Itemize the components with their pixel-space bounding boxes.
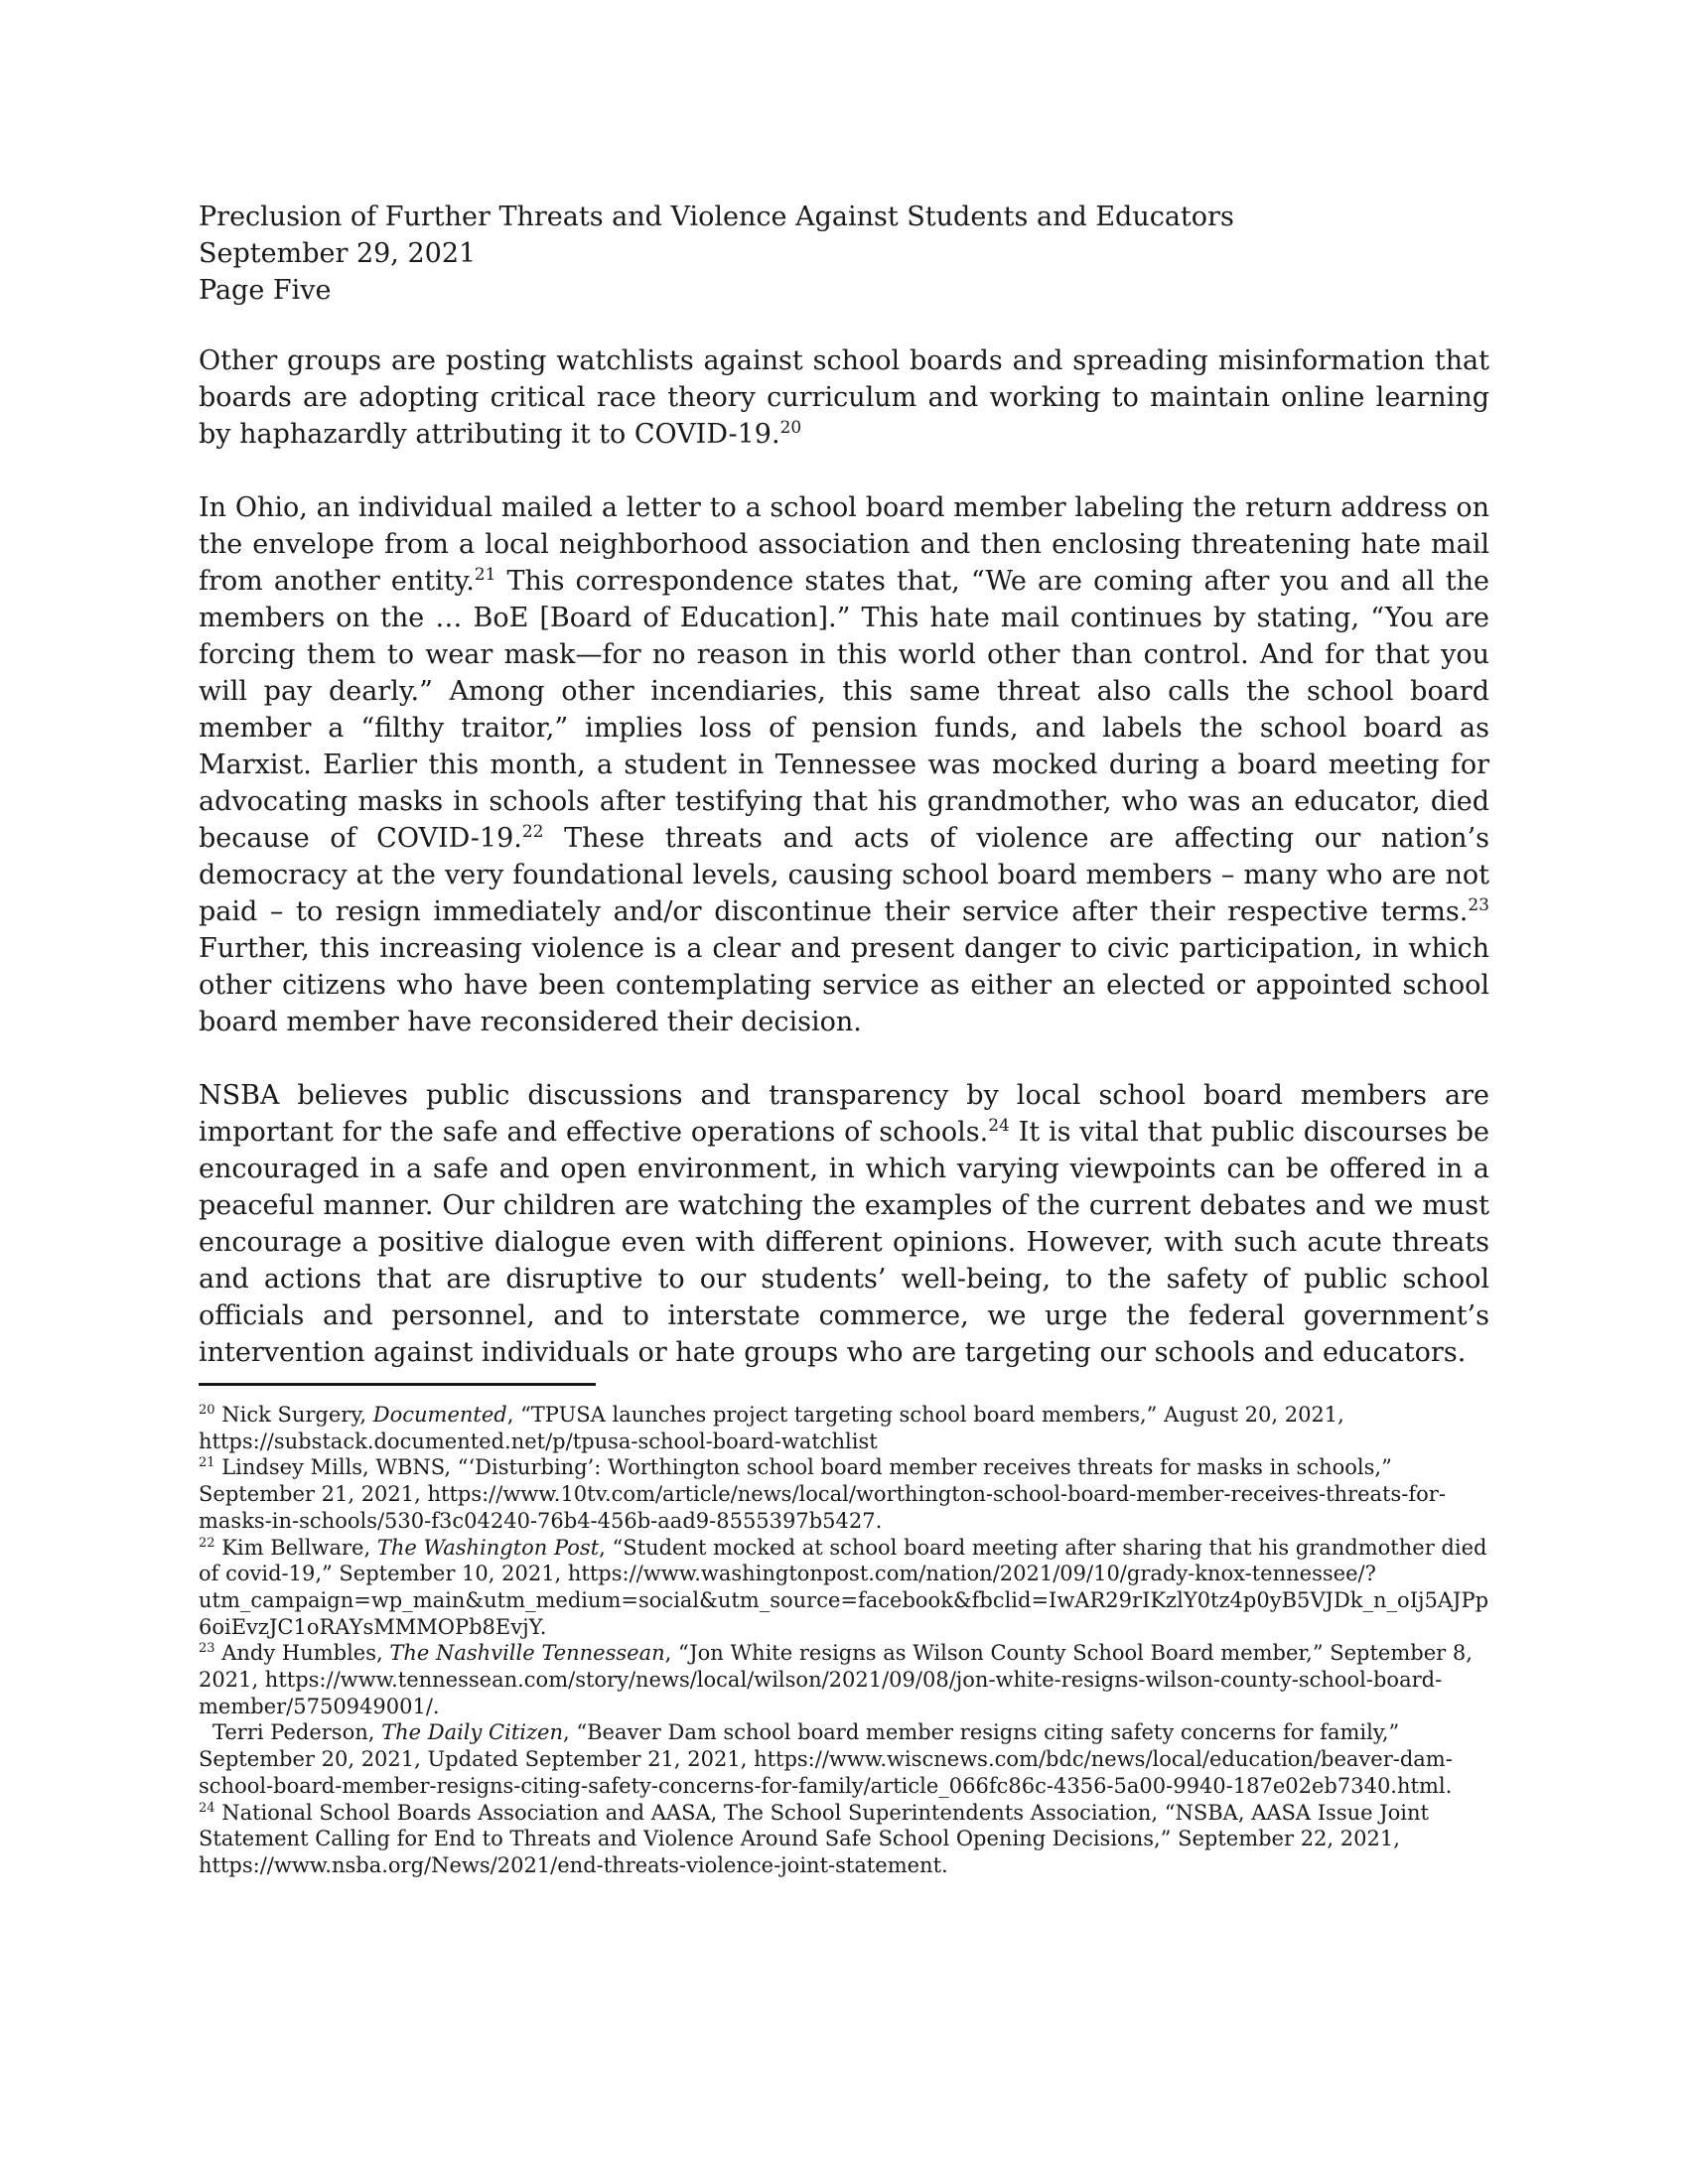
body-paragraph-3 <box>199 1077 1489 1371</box>
letter-body <box>199 342 1489 1408</box>
paragraph-text: This correspondence states that, “We are coming after you and all the members on the … BoE [Board of Education].” This hate mail continues by stating, “You are forcing them to wear mask—for no reason in this world other than control. And for that you will pay dearly.” Among other incendiaries, this same threat also calls the school board member a “filthy traitor,” implies loss of pension funds, and labels the school board as Marxist. Earlier this month, a student in Tennessee was mocked during a board meeting for advocating masks in schools after testifying that his grandmother, who was an educator, died because of COVID-19. <box>199 566 1489 854</box>
footnote-source: The Daily Citizen <box>381 1720 564 1745</box>
footnote-text: Kim Bellware, <box>214 1535 377 1560</box>
footnote-text: Lindsey Mills, WBNS, “‘Disturbing’: Worthington school board member receives threats for masks in schools,” September 21, 2021, https://www.10tv.com/article/news/local/worthington-school-board-member-receives-threats-for-masks-in-schools/530-f3c04240-76b4-456b-aad9-8555397b5427. <box>199 1455 1446 1533</box>
paragraph-text: NSBA believes public discussions and transparency by local school board members are important for the safe and effective operations of schools. <box>199 1080 1489 1148</box>
footnotes <box>199 1402 1489 1879</box>
body-paragraph-1 <box>199 342 1489 453</box>
footnote-22 <box>199 1535 1489 1641</box>
paragraph-text: In Ohio, an individual mailed a letter to a school board member labeling the return address on the envelope from a local neighborhood association and then enclosing threatening hate mail from another entity. <box>199 492 1489 597</box>
footnote-text: , “Beaver Dam school board member resigns citing safety concerns for family,” September 20, 2021, Updated September 21, 2021, https://www.wiscnews.com/bdc/news/local/education/beaver-dam-school-board-member-resigns-citing-safety-concerns-for-family/article_066fc86c-4356-5a00-9940-187e02eb7340.html. <box>199 1720 1453 1798</box>
header-page-number: Page Five <box>199 275 332 306</box>
footnote-number: 24 <box>199 1800 215 1816</box>
footnote-text: National School Boards Association and AASA, The School Superintendents Association, “NSBA, AASA Issue Joint Statement Calling for End to Threats and Violence Around Safe School Opening Decisions,” September 22, 2021, https://www.nsba.org/News/2021/end-threats-violence-joint-statement. <box>199 1800 1429 1877</box>
footnote-23-continued <box>199 1719 1489 1799</box>
footnote-23 <box>199 1640 1489 1719</box>
header-title: Preclusion of Further Threats and Violence Against Students and Educators <box>199 202 1234 232</box>
footnote-ref-23: 23 <box>1468 895 1489 915</box>
body-paragraph-2 <box>199 489 1489 1040</box>
footnote-text: , “Student mocked at school board meeting after sharing that his grandmother died of covid-19,” September 10, 2021, https://www.washingtonpost.com/nation/2021/09/10/grady-knox-tennessee/?utm_campaign=wp_main&utm_medium=social&utm_source=facebook&fbclid=IwAR29rIKzlY0tz4p0yB5VJDk_n_oIj5AJPp6oiEvzJC1oRAYsMMMOPb8EvjY. <box>199 1535 1489 1639</box>
paragraph-text: It is vital that public discourses be encouraged in a safe and open environment, in which varying viewpoints can be offered in a peaceful manner. Our children are watching the examples of the current debates and we must encourage a positive dialogue even with different opinions. However, with such acute threats and actions that are disruptive to our students’ well-being, to the safety of public school officials and personnel, and to interstate commerce, we urge the federal government’s intervention against individuals or hate groups who are targeting our schools and educators. <box>199 1117 1489 1368</box>
footnote-ref-21: 21 <box>474 565 496 585</box>
footnote-ref-22: 22 <box>521 822 544 842</box>
footnote-text: Andy Humbles, <box>214 1641 390 1666</box>
footnote-21 <box>199 1454 1489 1534</box>
paragraph-text: Further, this increasing violence is a clear and present danger to civic participation, in which other citizens who have been contemplating service as either an elected or appointed school board member have reconsidered their decision. <box>199 933 1489 1037</box>
paragraph-text: Other groups are posting watchlists against school boards and spreading misinformation that boards are adopting critical race theory curriculum and working to maintain online learning by haphazardly attributing it to COVID-19. <box>199 345 1489 450</box>
footnote-number: 22 <box>199 1535 215 1551</box>
header-date: September 29, 2021 <box>199 238 477 269</box>
footnote-number: 23 <box>199 1641 215 1657</box>
footnote-24 <box>199 1800 1489 1879</box>
footnote-separator <box>199 1383 596 1386</box>
footnote-20 <box>199 1402 1489 1454</box>
footnote-text: , “Jon White resigns as Wilson County School Board member,” September 8, 2021, https://www.tennessean.com/story/news/local/wilson/2021/09/08/jon-white-resigns-wilson-county-school-board-member/5750949001/. <box>199 1641 1473 1718</box>
footnote-text: Nick Surgery, <box>214 1403 373 1427</box>
footnote-ref-24: 24 <box>988 1116 1010 1136</box>
footnote-text: Terri Pederson, <box>212 1720 382 1745</box>
paragraph-text: These threats and acts of violence are affecting our nation’s democracy at the very foundational levels, causing school board members – many who are not paid – to resign immediately and/or discontinue their service after their respective terms. <box>199 823 1490 927</box>
footnote-number: 21 <box>199 1455 215 1471</box>
letter-header <box>199 199 1489 309</box>
footnote-ref-20: 20 <box>779 418 802 438</box>
footnote-source: Documented <box>372 1403 507 1427</box>
footnote-source: The Washington Post <box>376 1535 600 1560</box>
footnote-number: 20 <box>199 1403 215 1418</box>
footnote-text: , “TPUSA launches project targeting school board members,” August 20, 2021, https://substack.documented.net/p/tpusa-school-board-watchlist <box>199 1403 1344 1453</box>
footnote-source: The Nashville Tennessean <box>389 1641 665 1666</box>
